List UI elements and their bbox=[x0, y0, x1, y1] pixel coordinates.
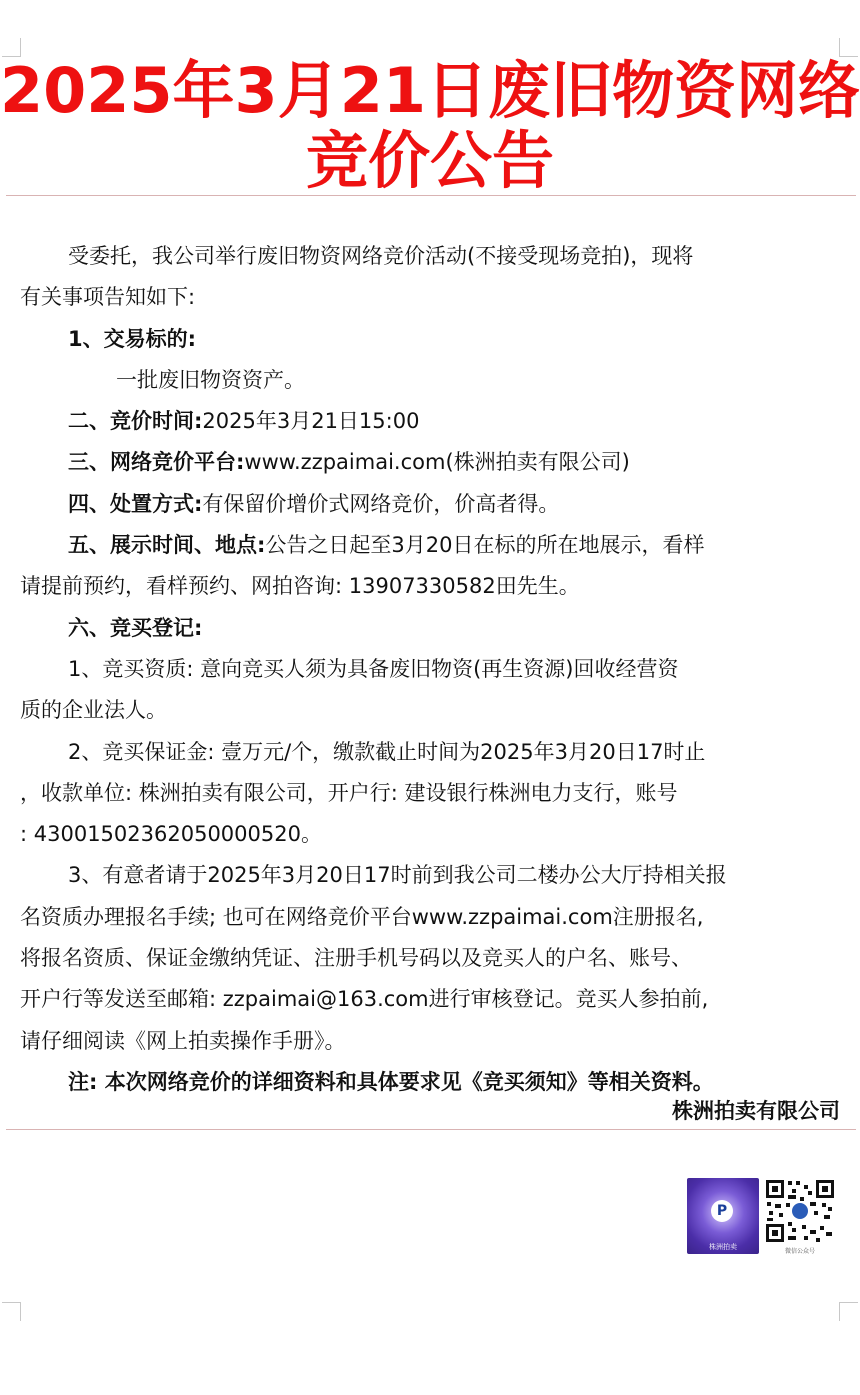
section-1-heading: 1、交易标的: bbox=[68, 326, 197, 351]
section-1-text: 一批废旧物资资产。 bbox=[116, 367, 305, 392]
section-5-text-2: 请提前预约，看样预约、网拍咨询: 13907330582田先生。 bbox=[20, 574, 580, 599]
section-2 bbox=[20, 401, 842, 442]
intro-line-2: 有关事项告知如下: bbox=[20, 285, 196, 310]
title-line-1: 2025年3月21日废旧物资网络 bbox=[0, 54, 860, 127]
section-3-text: www.zzpaimai.com(株洲拍卖有限公司) bbox=[244, 450, 630, 475]
announcement-body bbox=[20, 236, 842, 1103]
note: 注: 本次网络竞价的详细资料和具体要求见《竞买须知》等相关资料。 bbox=[68, 1069, 714, 1094]
app-logo-icon: P bbox=[711, 1200, 733, 1222]
section-5 bbox=[20, 525, 842, 566]
qr-code-pattern bbox=[764, 1178, 836, 1244]
requirement-2-line-1: 2、竞买保证金: 壹万元/个，缴款截止时间为2025年3月20日17时止 bbox=[68, 739, 706, 764]
section-4 bbox=[20, 484, 842, 525]
requirement-3-line-1: 3、有意者请于2025年3月20日17时前到我公司二楼办公大厅持相关报 bbox=[68, 863, 727, 888]
requirement-3-line-2: 名资质办理报名手续; 也可在网络竞价平台www.zzpaimai.com注册报名, bbox=[20, 904, 704, 929]
intro-line-1: 受委托，我公司举行废旧物资网络竞价活动(不接受现场竞拍)，现将 bbox=[68, 244, 694, 268]
requirement-1-line-1: 1、竞买资质: 意向竞买人须为具备废旧物资(再生资源)回收经营资 bbox=[68, 656, 679, 681]
requirement-3-line-5: 请仔细阅读《网上拍卖操作手册》。 bbox=[20, 1028, 346, 1053]
crop-mark-bottom-left bbox=[2, 1302, 21, 1321]
bottom-divider bbox=[6, 1129, 856, 1130]
requirement-2-line-3: : 43001502362050000520。 bbox=[20, 822, 322, 847]
requirement-3-line-3: 将报名资质、保证金缴纳凭证、注册手机号码以及竞买人的户名、账号、 bbox=[20, 946, 692, 971]
section-6-heading: 六、竞买登记: bbox=[68, 615, 203, 640]
section-5-text-1: 公告之日起至3月20日在标的所在地展示，看样 bbox=[265, 533, 705, 558]
title-line-2: 竞价公告 bbox=[305, 124, 554, 197]
section-4-text: 有保留价增价式网络竞价，价高者得。 bbox=[202, 491, 560, 516]
section-2-text: 2025年3月21日15:00 bbox=[202, 409, 420, 434]
section-4-heading: 四、处置方式: bbox=[68, 491, 203, 516]
page-title bbox=[0, 56, 860, 196]
requirement-3-line-4: 开户行等发送至邮箱: zzpaimai@163.com进行审核登记。竞买人参拍前, bbox=[20, 987, 709, 1012]
section-3-heading: 三、网络竞价平台: bbox=[68, 450, 245, 475]
section-3 bbox=[20, 442, 842, 483]
top-divider bbox=[6, 195, 856, 196]
qr-code-icon[interactable] bbox=[764, 1178, 836, 1254]
section-2-heading: 二、竞价时间: bbox=[68, 409, 203, 434]
requirement-2-line-2: ，收款单位: 株洲拍卖有限公司，开户行: 建设银行株洲电力支行，账号 bbox=[20, 780, 678, 805]
section-5-heading: 五、展示时间、地点: bbox=[68, 533, 266, 558]
requirement-1-line-2: 质的企业法人。 bbox=[20, 698, 167, 723]
mini-program-code-icon[interactable] bbox=[687, 1178, 759, 1254]
crop-mark-bottom-right bbox=[839, 1302, 858, 1321]
mini-program-caption: 株洲拍卖 bbox=[709, 1243, 737, 1251]
qr-code-caption: 微信公众号 bbox=[784, 1248, 815, 1255]
company-signature: 株洲拍卖有限公司 bbox=[672, 1099, 840, 1123]
